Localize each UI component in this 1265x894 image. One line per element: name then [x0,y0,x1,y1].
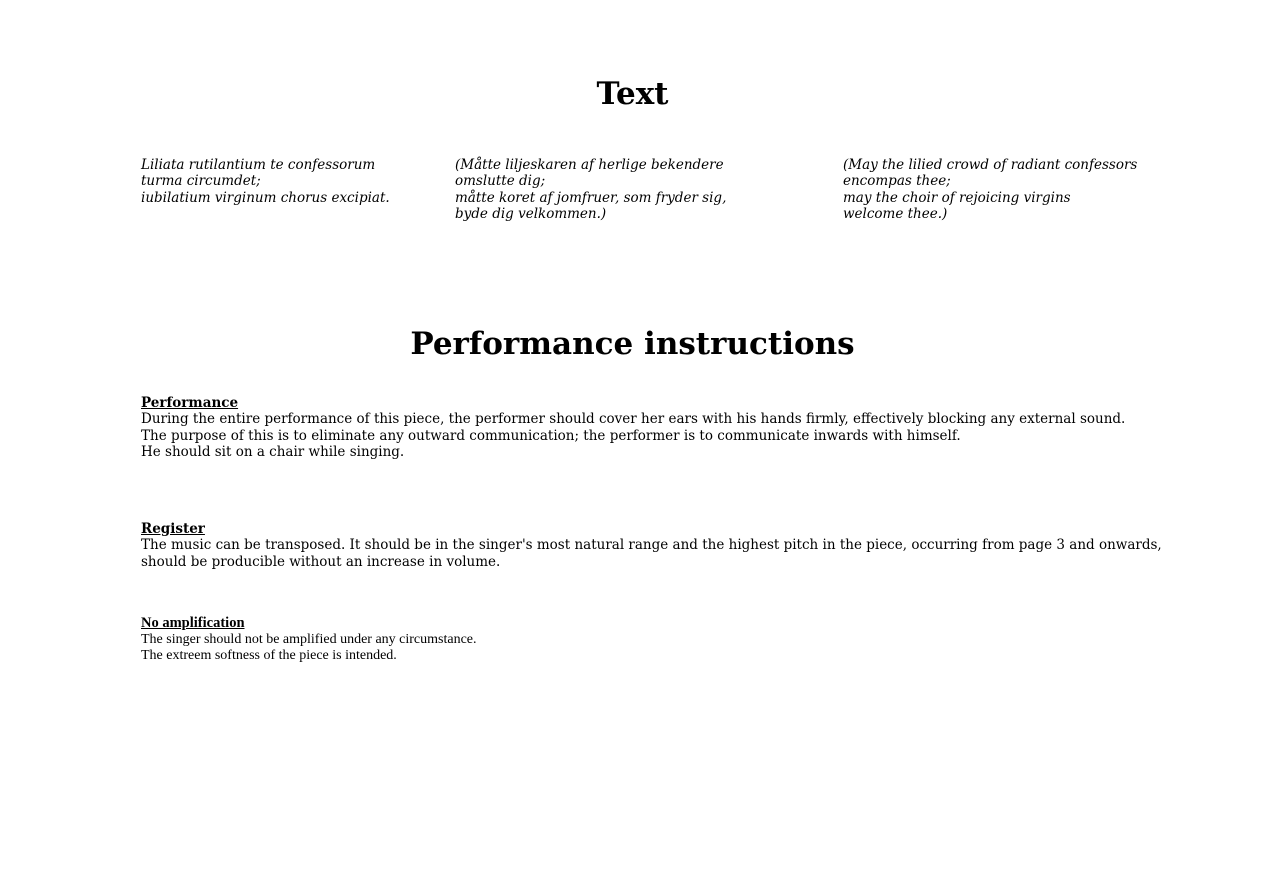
amplification-line: The singer should not be amplified under any circumstance. [141,631,477,647]
english-line: encompas thee; [843,173,951,190]
performance-line: During the entire performance of this piece, the performer should cover her ears with his hands firmly, effectively blocking any external sound. [141,411,1126,428]
english-line: welcome thee.) [843,205,948,222]
text-heading: Text [596,76,669,112]
danish-line: omslutte dig; [455,173,546,190]
performance-title: Performance [141,395,239,411]
danish-line: måtte koret af jomfruer, som fryder sig, [455,189,727,206]
register-title: Register [141,521,205,537]
performance-section [141,395,1211,460]
english-line: may the choir of rejoicing virgins [843,189,1071,206]
danish-translation-column [455,157,726,222]
performance-line: He should sit on a chair while singing. [141,443,405,460]
amplification-line: The extreem softness of the piece is intended. [141,647,397,663]
english-line: (May the lilied crowd of radiant confessors [843,157,1138,173]
amplification-section [141,616,1211,663]
english-translation-column [843,157,1137,222]
latin-text-column [141,157,390,206]
register-section [141,521,1211,570]
danish-line: (Måtte liljeskaren af herlige bekendere [455,157,724,173]
performance-line: The purpose of this is to eliminate any outward communication; the performer is to communicate inwards with himself. [141,427,961,444]
performance-instructions-heading: Performance instructions [410,326,855,362]
amplification-title: No amplification [141,615,245,631]
latin-line: Liliata rutilantium te confessorum [141,157,376,173]
register-line: The music can be transposed. It should be in the singer's most natural range and the highest pitch in the piece, occurring from page 3 and onwards, should be producible without an increase in volume. [141,537,1162,570]
latin-line: turma circumdet; [141,173,261,190]
danish-line: byde dig velkommen.) [455,205,607,222]
latin-line: iubilatium virginum chorus excipiat. [141,189,390,206]
